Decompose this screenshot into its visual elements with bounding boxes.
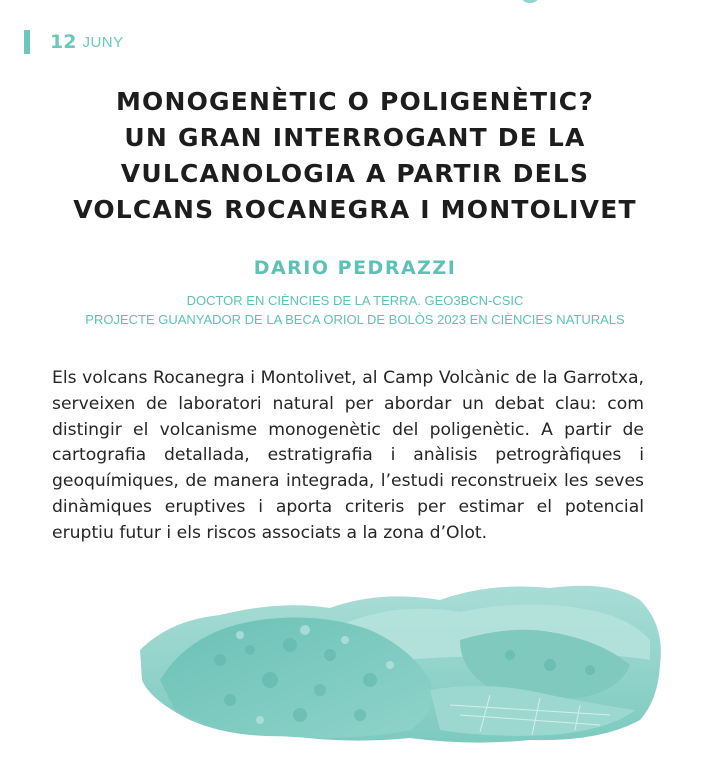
volcano-landscape-image: [130, 570, 670, 750]
article-title: [0, 84, 710, 228]
title-line: UN GRAN INTERROGANT DE LA: [124, 123, 586, 152]
title-line: VULCANOLOGIA A PARTIR DELS: [120, 159, 590, 188]
affiliation-line: PROJECTE GUANYADOR DE LA BECA ORIOL DE BOLÒS 2023 EN CIÈNCIES NATURALS: [85, 312, 625, 327]
title-line: MONOGENÈTIC O POLIGENÈTIC?: [115, 87, 595, 116]
date-day: 12: [50, 31, 77, 53]
author-name: DARIO PEDRAZZI: [253, 257, 457, 279]
date-month: JUNY: [82, 33, 124, 51]
date-header: [24, 30, 124, 54]
affiliation-line: DOCTOR EN CIÈNCIES DE LA TERRA. GEO3BCN-CSIC: [186, 293, 524, 308]
abstract-paragraph: Els volcans Rocanegra i Montolivet, al Camp Volcànic de la Garrotxa, serveixen de laboratori natural per abordar un debat clau: com distingir el volcanisme monogenètic del poligenètic. A partir de cartografia detallada, estratigrafia i anàlisis petrogràfiques i geoquímiques, de manera integrada, l’estudi reconstrueix les seves dinàmiques eruptives i aporta criteris per estimar el potencial eruptiu futur i els riscos associats a la zona d’Olot.: [52, 368, 644, 543]
date-accent-bar: [24, 30, 30, 54]
author-affiliation: [0, 291, 710, 329]
title-line: VOLCANS ROCANEGRA I MONTOLIVET: [73, 195, 637, 224]
circle-decoration: [510, 0, 550, 4]
